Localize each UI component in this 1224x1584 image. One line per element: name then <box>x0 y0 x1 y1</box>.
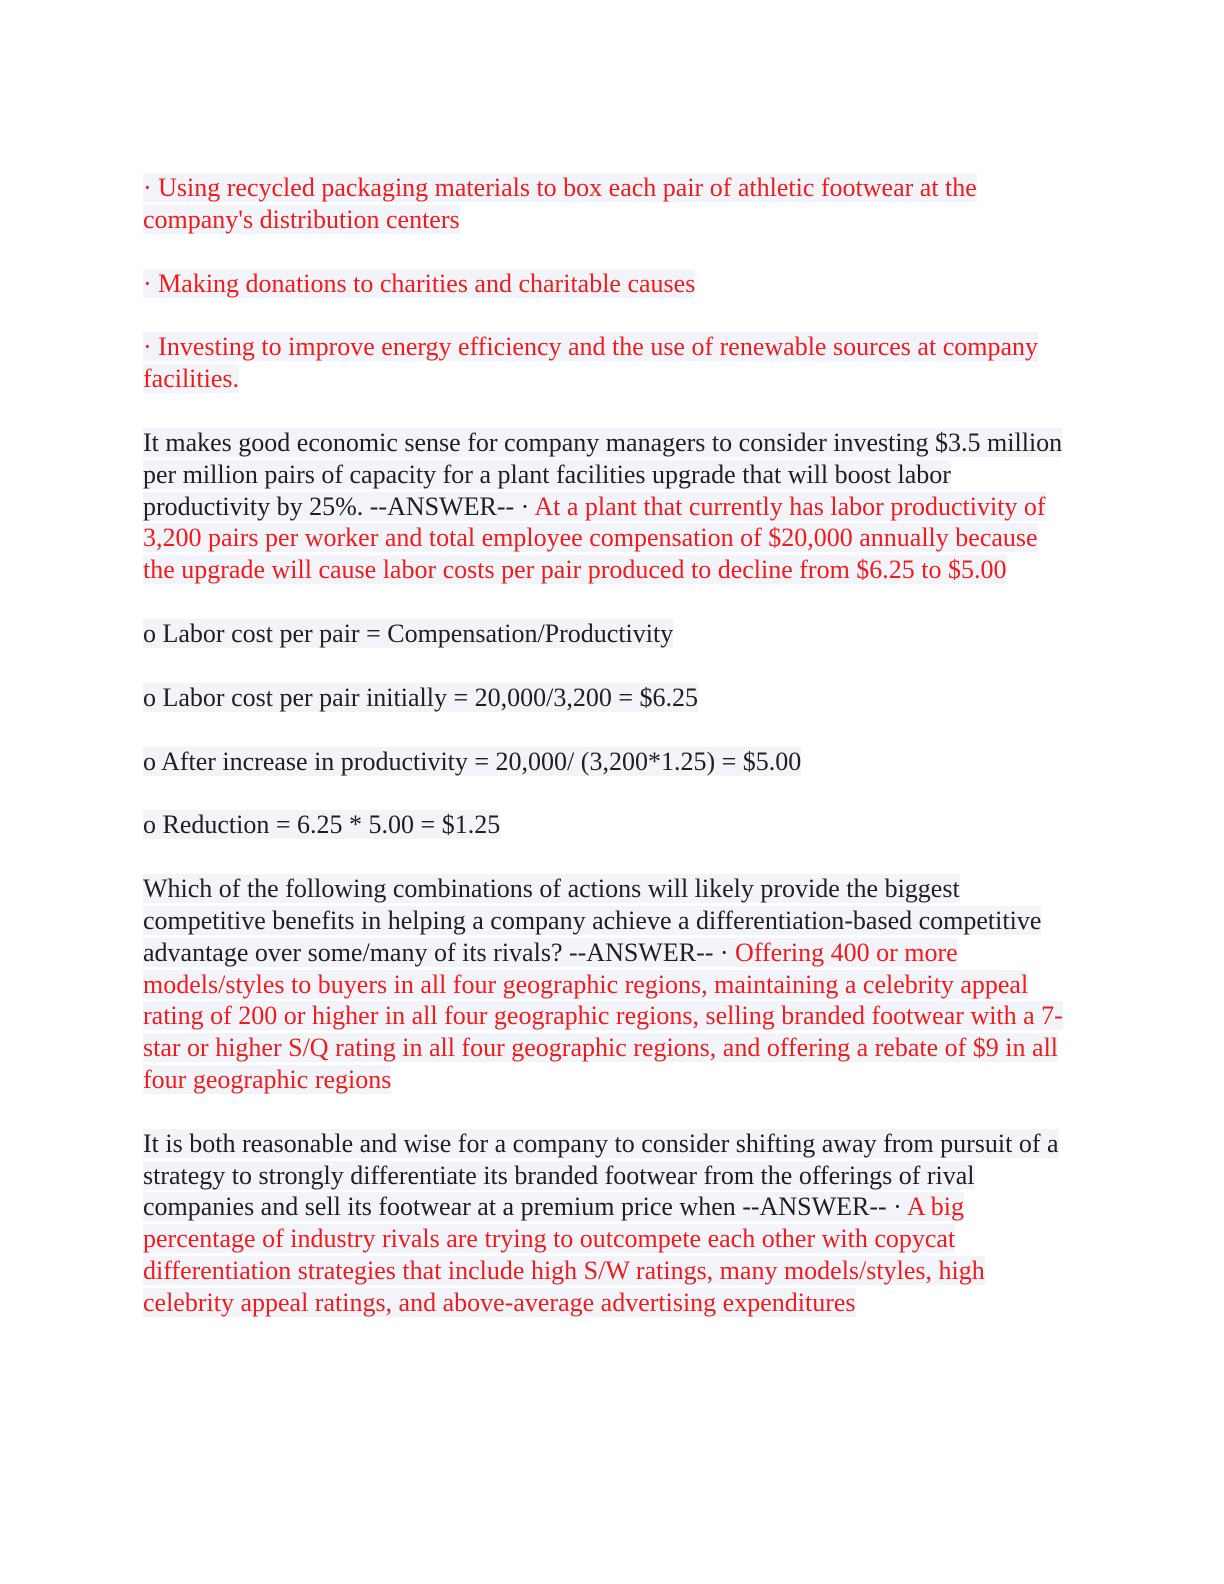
answer-text: Offering 400 or more models/styles to buyers in all four geographic regions, maintaining a celebrity appeal rating of 200 or higher in all four geographic regions, selling branded footwear with a 7-star or higher S/Q rating in all four geographic regions, and offering a rebate of $9 in all four geographic regions <box>143 937 1063 1094</box>
calc-text: o Labor cost per pair initially = 20,000/3,200 = $6.25 <box>143 682 699 712</box>
bullet-energy-efficiency <box>143 331 1073 395</box>
calc-line-after-increase <box>143 746 1073 778</box>
bullet-text: · Investing to improve energy efficiency and the use of renewable sources at company facilities. <box>143 332 1038 394</box>
document-page <box>143 172 1073 1351</box>
calc-line-reduction <box>143 809 1073 841</box>
calc-line-initial <box>143 682 1073 714</box>
calc-text: o After increase in productivity = 20,000/ (3,200*1.25) = $5.00 <box>143 746 802 776</box>
bullet-donations <box>143 268 1073 300</box>
bullet-recycled-packaging <box>143 172 1073 236</box>
bullet-text: · Using recycled packaging materials to box each pair of athletic footwear at the company's distribution centers <box>143 173 977 234</box>
bullet-text: · Making donations to charities and charitable causes <box>143 268 696 298</box>
question-text: Which of the following combinations of actions will likely provide the biggest competitive benefits in helping a company achieve a differentiation-based competitive advantage over some/many of its rivals? --ANSWER-- · <box>143 874 1042 967</box>
question-shift-strategy <box>143 1128 1073 1319</box>
calc-line-formula <box>143 618 1073 650</box>
calc-text: o Labor cost per pair = Compensation/Productivity <box>143 618 674 648</box>
question-text: It is both reasonable and wise for a company to consider shifting away from pursuit of a strategy to strongly differentiate its branded footwear from the offerings of rival companies and sell its footwear at a premium price when --ANSWER-- · <box>143 1128 1059 1222</box>
question-text: It makes good economic sense for company managers to consider investing $3.5 million per million pairs of capacity for a plant facilities upgrade that will boost labor productivity by 25%. --ANSWER-- · <box>143 427 1063 521</box>
question-differentiation <box>143 873 1073 1096</box>
question-plant-upgrade <box>143 427 1073 586</box>
answer-text: At a plant that currently has labor productivity of 3,200 pairs per worker and total employee compensation of $20,000 annually because the upgrade will cause labor costs per pair produced to decline from $6.25 to $5.00 <box>143 491 1046 585</box>
answer-text: A big percentage of industry rivals are trying to outcompete each other with copycat differentiation strategies that include high S/W ratings, many models/styles, high celebrity appeal ratings, and above-average advertising expenditures <box>143 1192 985 1317</box>
calc-text: o Reduction = 6.25 * 5.00 = $1.25 <box>143 810 501 840</box>
